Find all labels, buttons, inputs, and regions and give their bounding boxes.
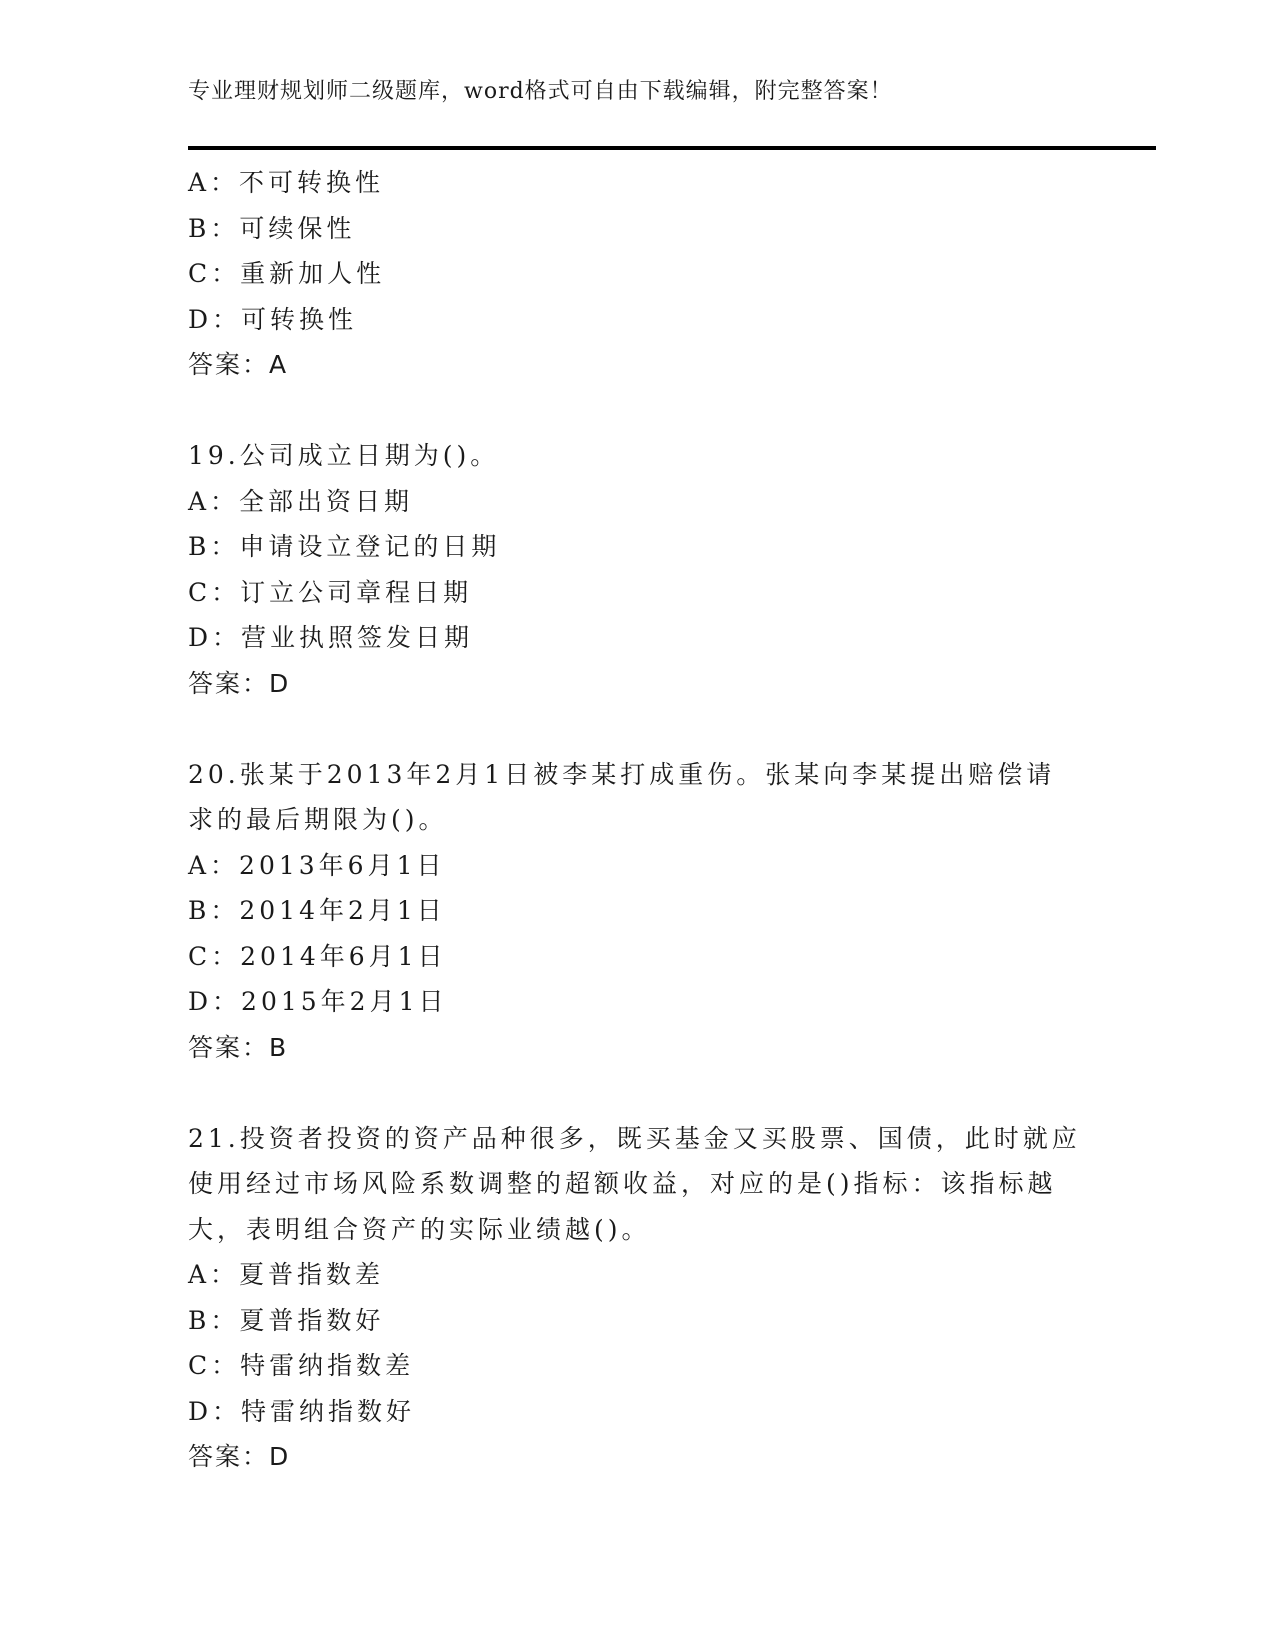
question-21: [188, 1116, 1088, 1480]
option-c: C：订立公司章程日期: [188, 577, 473, 607]
option-d: D：2015年2月1日: [188, 987, 448, 1016]
question-19: [188, 433, 1088, 706]
option-a: A：全部出资日期: [188, 486, 414, 516]
spacer: [188, 706, 1088, 752]
option-c: C：2014年6月1日: [188, 941, 447, 971]
page-header: 专业理财规划师二级题库，word格式可自由下载编辑，附完整答案！: [188, 79, 893, 104]
option-b: B：2014年2月1日: [188, 896, 446, 925]
option-b: B：申请设立登记的日期: [188, 532, 501, 561]
header-rule: [188, 146, 1156, 150]
question-stem-line-1: 20.张某于2013年2月1日被李某打成重伤。张某向李某提出赔偿请: [188, 759, 1056, 789]
option-a: A：2013年6月1日: [188, 850, 446, 880]
question-stem-line-1: 21.投资者投资的资产品种很多，既买基金又买股票、国债，此时就应: [188, 1123, 1081, 1153]
spacer: [188, 1070, 1088, 1116]
option-d: D：营业执照签发日期: [188, 623, 474, 652]
question-stem-line-3: 大，表明组合资产的实际业绩越()。: [188, 1214, 651, 1244]
option-a: A：不可转换性: [188, 168, 385, 197]
option-a: A：夏普指数差: [188, 1260, 385, 1289]
option-d: D：可转换性: [188, 304, 358, 334]
answer: 答案：B: [188, 1032, 289, 1062]
spacer: [188, 388, 1088, 434]
option-b: B：可续保性: [188, 213, 356, 243]
question-stem-line-2: 求的最后期限为()。: [188, 805, 448, 834]
question-stem-line-2: 使用经过市场风险系数调整的超额收益，对应的是()指标：该指标越: [188, 1169, 1057, 1198]
answer: 答案：A: [188, 350, 289, 379]
question-20: [188, 752, 1088, 1071]
option-d: D：特雷纳指数好: [188, 1396, 416, 1426]
option-c: C：特雷纳指数差: [188, 1351, 415, 1380]
option-c: C：重新加人性: [188, 259, 386, 288]
answer: 答案：D: [188, 668, 291, 698]
option-b: B：夏普指数好: [188, 1305, 385, 1335]
question-list: [188, 160, 1088, 1480]
question-stem: 19.公司成立日期为()。: [188, 441, 500, 470]
question-18-continued: [188, 160, 1088, 388]
answer: 答案：D: [188, 1442, 291, 1471]
